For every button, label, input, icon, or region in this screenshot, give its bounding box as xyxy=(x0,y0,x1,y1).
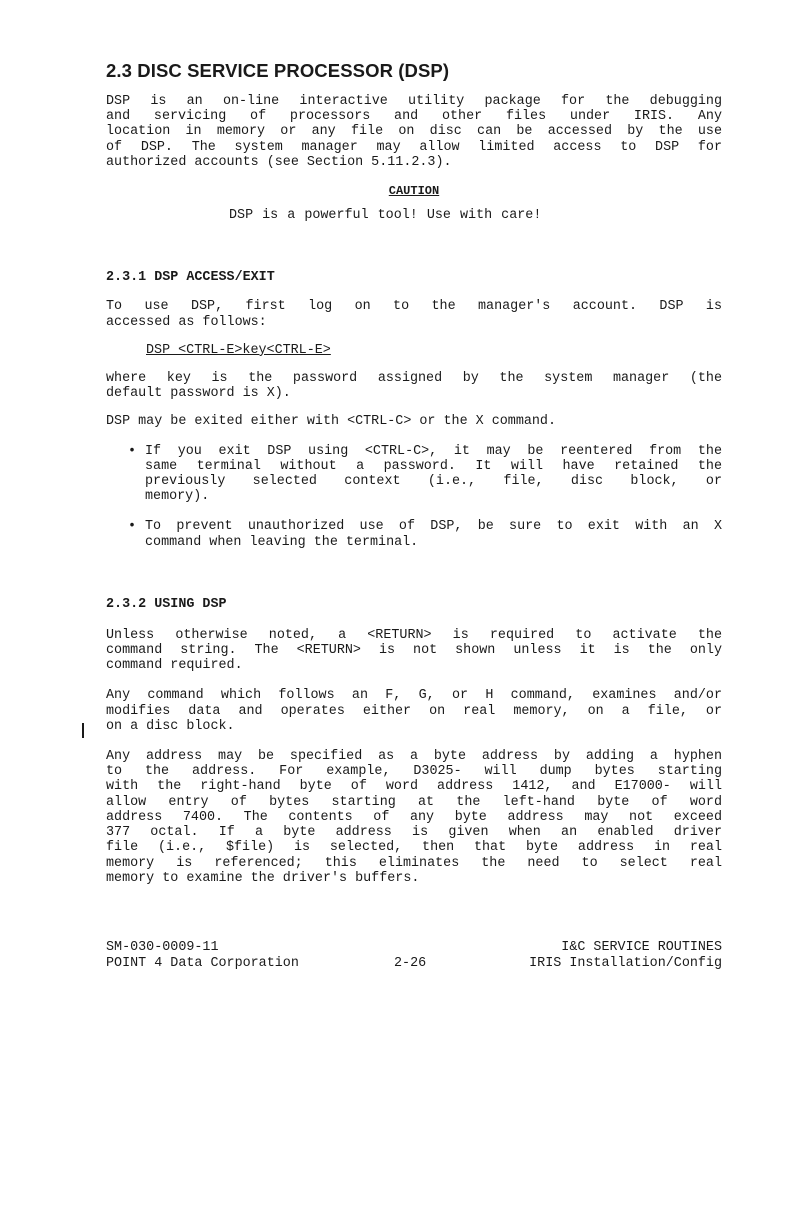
text-line: of DSP. The system manager may allow limited access to DSP for xyxy=(106,139,722,155)
text-line: memory to examine the driver's buffers. xyxy=(106,870,420,886)
access-paragraph xyxy=(106,299,722,329)
text-line: default password is X). xyxy=(106,386,291,402)
section-heading: 2.3 DISC SERVICE PROCESSOR (DSP) xyxy=(106,60,450,81)
manual-subject: IRIS Installation/Config xyxy=(529,956,722,971)
text-line: where key is the password assigned by the system manager (the xyxy=(106,371,722,387)
caution-text: DSP is a powerful tool! Use with care! xyxy=(229,208,542,224)
document-page xyxy=(106,60,722,886)
change-bar xyxy=(82,723,84,738)
text-line: to the address. For example, D3025- will dump bytes starting xyxy=(106,764,722,780)
text-line: on a disc block. xyxy=(106,718,235,734)
password-paragraph xyxy=(106,371,722,401)
text-line: If you exit DSP using <CTRL-C>, it may be reentered from the xyxy=(145,443,722,459)
text-line: with the right-hand byte of word address 1412, and E17000- will xyxy=(106,779,722,795)
text-line: same terminal without a password. It will have retained the xyxy=(145,458,722,474)
page-number: 2-26 xyxy=(394,956,427,971)
list-item xyxy=(106,444,722,505)
exit-paragraph: DSP may be exited either with <CTRL-C> or the X command. xyxy=(106,414,556,430)
subsection-heading-using: 2.3.2 USING DSP xyxy=(106,596,227,612)
text-line: and servicing of processors and other files under IRIS. Any xyxy=(106,109,722,125)
using-paragraph-2 xyxy=(106,688,722,734)
text-line: DSP is an on-line interactive utility package for the debugging xyxy=(106,94,722,109)
caution-label: CAUTION xyxy=(388,184,440,199)
text-line: location in memory or any file on disc can be accessed by the use xyxy=(106,124,722,140)
text-line: command string. The <RETURN> is not shown unless it is the only xyxy=(106,643,722,659)
using-paragraph-3 xyxy=(106,749,722,886)
access-command: DSP <CTRL-E>key<CTRL-E> xyxy=(146,342,331,358)
list-item xyxy=(106,519,722,549)
text-line: memory). xyxy=(145,489,210,505)
chapter-title: I&C SERVICE ROUTINES xyxy=(561,940,722,955)
company-name: POINT 4 Data Corporation xyxy=(106,956,299,971)
bullet-list xyxy=(106,444,722,550)
using-paragraph-1 xyxy=(106,628,722,674)
subsection-heading-access: 2.3.1 DSP ACCESS/EXIT xyxy=(106,270,275,286)
text-line: To prevent unauthorized use of DSP, be sure to exit with an X xyxy=(145,519,722,535)
bullet-icon: • xyxy=(128,519,137,535)
text-line: authorized accounts (see Section 5.11.2.3). xyxy=(106,154,452,170)
text-line: 377 octal. If a byte address is given when an enabled driver xyxy=(106,825,722,841)
text-line: modifies data and operates either on real memory, on a file, or xyxy=(106,703,722,719)
text-line: file (i.e., $file) is selected, then that byte address in real xyxy=(106,840,722,856)
text-line: To use DSP, first log on to the manager's account. DSP is xyxy=(106,299,722,315)
text-line: command required. xyxy=(106,658,243,674)
text-line: address 7400. The contents of any byte address may not exceed xyxy=(106,809,722,825)
text-line: Unless otherwise noted, a <RETURN> is required to activate the xyxy=(106,627,722,643)
text-line: Any address may be specified as a byte address by adding a hyphen xyxy=(106,749,722,765)
page-footer xyxy=(106,940,722,972)
text-line: Any command which follows an F, G, or H command, examines and/or xyxy=(106,688,722,704)
text-line: memory is referenced; this eliminates the need to select real xyxy=(106,855,722,871)
bullet-icon: • xyxy=(128,443,137,459)
intro-paragraph xyxy=(106,94,722,170)
doc-number: SM-030-0009-11 xyxy=(106,940,219,955)
text-line: previously selected context (i.e., file, disc block, or xyxy=(145,474,722,490)
text-line: command when leaving the terminal. xyxy=(145,534,419,550)
text-line: accessed as follows: xyxy=(106,314,267,330)
text-line: allow entry of bytes starting at the left-hand byte of word xyxy=(106,794,722,810)
